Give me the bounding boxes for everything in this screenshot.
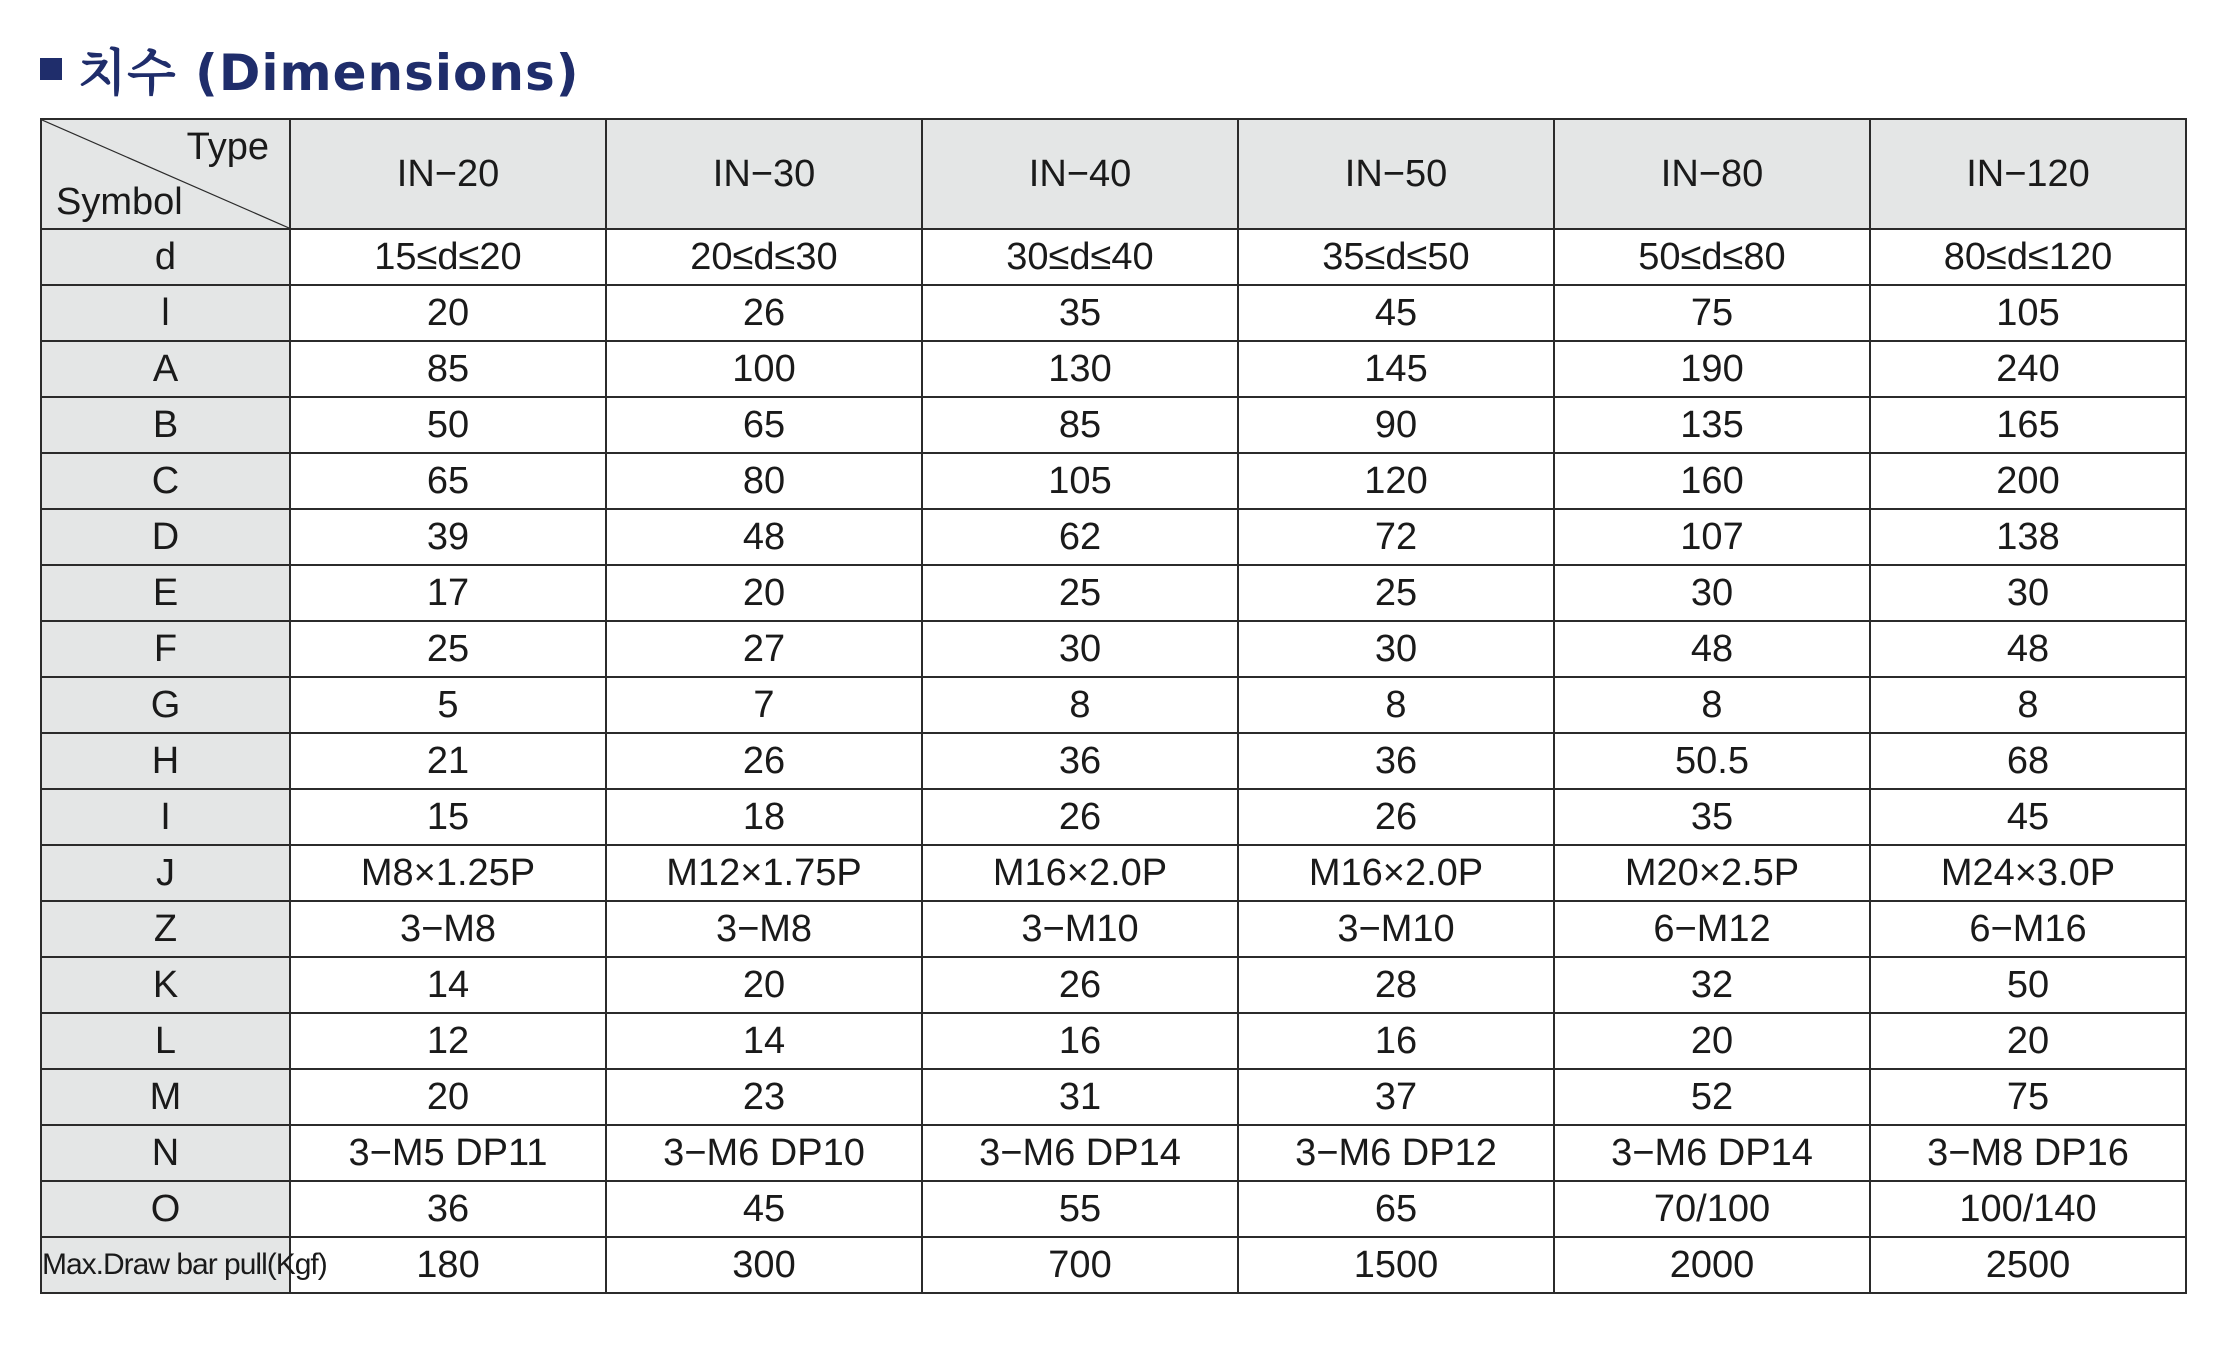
value-cell: 50≤d≤80 xyxy=(1554,229,1870,285)
value-cell: 65 xyxy=(606,397,922,453)
value-cell: 50 xyxy=(290,397,606,453)
value-cell: 55 xyxy=(922,1181,1238,1237)
value-cell: 3−M6 DP14 xyxy=(922,1125,1238,1181)
value-cell: 20 xyxy=(290,1069,606,1125)
table-row xyxy=(41,1013,2186,1069)
value-cell: 190 xyxy=(1554,341,1870,397)
table-row xyxy=(41,957,2186,1013)
value-cell: 15 xyxy=(290,789,606,845)
row-symbol-cell: l xyxy=(41,285,290,341)
value-cell: 3−M8 xyxy=(290,901,606,957)
value-cell: 21 xyxy=(290,733,606,789)
value-cell: 8 xyxy=(1870,677,2186,733)
value-cell: 105 xyxy=(1870,285,2186,341)
value-cell: 180 xyxy=(290,1237,606,1293)
table-row xyxy=(41,1069,2186,1125)
value-cell: 30 xyxy=(1554,565,1870,621)
value-cell: 3−M8 DP16 xyxy=(1870,1125,2186,1181)
symbol-label: Symbol xyxy=(56,181,183,223)
value-cell: 26 xyxy=(606,733,922,789)
value-cell: 3−M5 DP11 xyxy=(290,1125,606,1181)
value-cell: 6−M16 xyxy=(1870,901,2186,957)
column-header: IN−40 xyxy=(922,119,1238,229)
value-cell: 3−M10 xyxy=(922,901,1238,957)
row-symbol-cell: C xyxy=(41,453,290,509)
value-cell: 26 xyxy=(606,285,922,341)
value-cell: 200 xyxy=(1870,453,2186,509)
value-cell: 3−M6 DP12 xyxy=(1238,1125,1554,1181)
row-symbol-cell: I xyxy=(41,789,290,845)
table-row xyxy=(41,733,2186,789)
value-cell: 45 xyxy=(606,1181,922,1237)
value-cell: 2000 xyxy=(1554,1237,1870,1293)
value-cell: 30 xyxy=(1238,621,1554,677)
value-cell: 130 xyxy=(922,341,1238,397)
value-cell: 25 xyxy=(1238,565,1554,621)
value-cell: 35≤d≤50 xyxy=(1238,229,1554,285)
value-cell: 28 xyxy=(1238,957,1554,1013)
value-cell: 7 xyxy=(606,677,922,733)
value-cell: 165 xyxy=(1870,397,2186,453)
value-cell: 100/140 xyxy=(1870,1181,2186,1237)
value-cell: 80 xyxy=(606,453,922,509)
value-cell: 35 xyxy=(922,285,1238,341)
value-cell: 36 xyxy=(290,1181,606,1237)
value-cell: M24×3.0P xyxy=(1870,845,2186,901)
value-cell: 75 xyxy=(1554,285,1870,341)
value-cell: 20 xyxy=(606,957,922,1013)
value-cell: 135 xyxy=(1554,397,1870,453)
table-row xyxy=(41,845,2186,901)
row-symbol-cell: E xyxy=(41,565,290,621)
value-cell: 23 xyxy=(606,1069,922,1125)
value-cell: 107 xyxy=(1554,509,1870,565)
value-cell: 300 xyxy=(606,1237,922,1293)
row-symbol-cell: K xyxy=(41,957,290,1013)
value-cell: 65 xyxy=(1238,1181,1554,1237)
value-cell: 26 xyxy=(922,957,1238,1013)
value-cell: 138 xyxy=(1870,509,2186,565)
value-cell: 100 xyxy=(606,341,922,397)
row-symbol-cell: N xyxy=(41,1125,290,1181)
value-cell: 16 xyxy=(1238,1013,1554,1069)
table-body xyxy=(41,229,2186,1293)
value-cell: 20 xyxy=(290,285,606,341)
value-cell: 90 xyxy=(1238,397,1554,453)
table-row xyxy=(41,565,2186,621)
table-row xyxy=(41,677,2186,733)
row-symbol-cell: H xyxy=(41,733,290,789)
value-cell: 8 xyxy=(1238,677,1554,733)
table-row xyxy=(41,1181,2186,1237)
section-title xyxy=(40,34,580,104)
value-cell: 75 xyxy=(1870,1069,2186,1125)
value-cell: 120 xyxy=(1238,453,1554,509)
value-cell: 48 xyxy=(606,509,922,565)
value-cell: 18 xyxy=(606,789,922,845)
value-cell: 39 xyxy=(290,509,606,565)
header-row xyxy=(41,119,2186,229)
value-cell: M16×2.0P xyxy=(922,845,1238,901)
value-cell: 35 xyxy=(1554,789,1870,845)
column-header: IN−20 xyxy=(290,119,606,229)
value-cell: 17 xyxy=(290,565,606,621)
value-cell: 65 xyxy=(290,453,606,509)
value-cell: 31 xyxy=(922,1069,1238,1125)
value-cell: 3−M6 DP10 xyxy=(606,1125,922,1181)
value-cell: 240 xyxy=(1870,341,2186,397)
value-cell: 25 xyxy=(290,621,606,677)
value-cell: 20≤d≤30 xyxy=(606,229,922,285)
value-cell: 48 xyxy=(1870,621,2186,677)
value-cell: 26 xyxy=(1238,789,1554,845)
value-cell: 50 xyxy=(1870,957,2186,1013)
value-cell: 30≤d≤40 xyxy=(922,229,1238,285)
value-cell: 30 xyxy=(1870,565,2186,621)
value-cell: M20×2.5P xyxy=(1554,845,1870,901)
value-cell: 25 xyxy=(922,565,1238,621)
row-symbol-cell: D xyxy=(41,509,290,565)
value-cell: 26 xyxy=(922,789,1238,845)
title-text: 치수 (Dimensions) xyxy=(78,44,580,102)
value-cell: 105 xyxy=(922,453,1238,509)
value-cell: 48 xyxy=(1554,621,1870,677)
value-cell: M12×1.75P xyxy=(606,845,922,901)
table-row xyxy=(41,229,2186,285)
row-symbol-cell: A xyxy=(41,341,290,397)
value-cell: 160 xyxy=(1554,453,1870,509)
row-symbol-cell: d xyxy=(41,229,290,285)
value-cell: 2500 xyxy=(1870,1237,2186,1293)
value-cell: 72 xyxy=(1238,509,1554,565)
table-row xyxy=(41,1125,2186,1181)
value-cell: 12 xyxy=(290,1013,606,1069)
value-cell: 20 xyxy=(606,565,922,621)
type-label: Type xyxy=(186,126,269,168)
value-cell: 27 xyxy=(606,621,922,677)
value-cell: 85 xyxy=(290,341,606,397)
value-cell: 50.5 xyxy=(1554,733,1870,789)
value-cell: 8 xyxy=(1554,677,1870,733)
value-cell: 45 xyxy=(1870,789,2186,845)
table-row xyxy=(41,341,2186,397)
row-symbol-cell: F xyxy=(41,621,290,677)
value-cell: M16×2.0P xyxy=(1238,845,1554,901)
column-header: IN−50 xyxy=(1238,119,1554,229)
value-cell: 14 xyxy=(290,957,606,1013)
row-symbol-cell: Max.Draw bar pull(Kgf) xyxy=(41,1237,290,1293)
value-cell: 36 xyxy=(1238,733,1554,789)
value-cell: 62 xyxy=(922,509,1238,565)
value-cell: 45 xyxy=(1238,285,1554,341)
value-cell: 3−M6 DP14 xyxy=(1554,1125,1870,1181)
row-symbol-cell: L xyxy=(41,1013,290,1069)
table-row xyxy=(41,789,2186,845)
value-cell: 32 xyxy=(1554,957,1870,1013)
square-bullet-icon xyxy=(40,58,62,80)
dimensions-table xyxy=(40,118,2187,1294)
value-cell: 85 xyxy=(922,397,1238,453)
table-row xyxy=(41,285,2186,341)
row-symbol-cell: M xyxy=(41,1069,290,1125)
row-symbol-cell: J xyxy=(41,845,290,901)
corner-header-cell xyxy=(41,119,290,229)
value-cell: 20 xyxy=(1870,1013,2186,1069)
value-cell: 15≤d≤20 xyxy=(290,229,606,285)
table-row xyxy=(41,1237,2186,1293)
value-cell: 30 xyxy=(922,621,1238,677)
value-cell: 8 xyxy=(922,677,1238,733)
value-cell: 6−M12 xyxy=(1554,901,1870,957)
table-row xyxy=(41,397,2186,453)
column-header: IN−30 xyxy=(606,119,922,229)
value-cell: 36 xyxy=(922,733,1238,789)
value-cell: 5 xyxy=(290,677,606,733)
value-cell: 16 xyxy=(922,1013,1238,1069)
value-cell: 145 xyxy=(1238,341,1554,397)
column-header: IN−120 xyxy=(1870,119,2186,229)
table-row xyxy=(41,509,2186,565)
table-row xyxy=(41,901,2186,957)
table-row xyxy=(41,621,2186,677)
value-cell: 20 xyxy=(1554,1013,1870,1069)
row-symbol-cell: O xyxy=(41,1181,290,1237)
value-cell: 70/100 xyxy=(1554,1181,1870,1237)
value-cell: 3−M10 xyxy=(1238,901,1554,957)
value-cell: 700 xyxy=(922,1237,1238,1293)
value-cell: 14 xyxy=(606,1013,922,1069)
value-cell: 1500 xyxy=(1238,1237,1554,1293)
value-cell: 37 xyxy=(1238,1069,1554,1125)
row-symbol-cell: Z xyxy=(41,901,290,957)
row-symbol-cell: B xyxy=(41,397,290,453)
value-cell: 3−M8 xyxy=(606,901,922,957)
value-cell: M8×1.25P xyxy=(290,845,606,901)
table-row xyxy=(41,453,2186,509)
column-header: IN−80 xyxy=(1554,119,1870,229)
value-cell: 80≤d≤120 xyxy=(1870,229,2186,285)
value-cell: 52 xyxy=(1554,1069,1870,1125)
row-symbol-cell: G xyxy=(41,677,290,733)
value-cell: 68 xyxy=(1870,733,2186,789)
